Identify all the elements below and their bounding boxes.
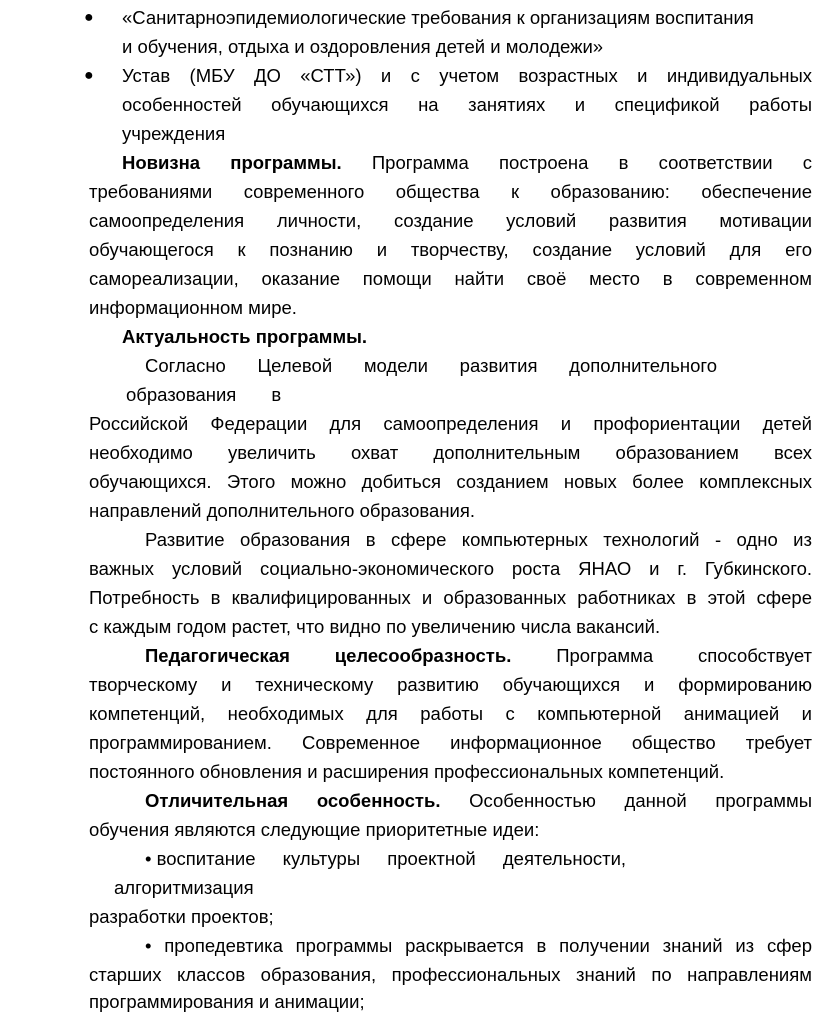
pedagogy-first-text: Программа способствует — [556, 645, 812, 666]
feature-item-marker: • — [145, 935, 152, 956]
relevance-line: Согласно Целевой модели развития дополнительного — [145, 355, 717, 376]
feature-item-marker: • — [145, 848, 152, 869]
pedagogy-heading: Педагогическая целесообразность. — [145, 645, 512, 666]
novelty-line: самореализации, оказание помощи найти своё место в современном — [89, 268, 812, 289]
pedagogy-line: творческому и техническому развитию обучающихся и формированию — [89, 674, 812, 695]
novelty-line: требованиями современного общества к образованию: обеспечение — [89, 181, 812, 202]
bullet-line: особенностей обучающихся на занятиях и спецификой работы — [122, 94, 812, 115]
novelty-line: самоопределения личности, создание условий развития мотивации — [89, 210, 812, 231]
relevance-line: важных условий социально-экономического роста ЯНАО и г. Губкинского. — [89, 558, 812, 579]
relevance-line: Потребность в квалифицированных и образованных работниках в этой сфере — [89, 587, 812, 608]
feature-item — [145, 931, 816, 960]
pedagogy-line: программированием. Современное информационное общество требует — [89, 732, 812, 753]
relevance-line: Развитие образования в сфере компьютерных технологий - одно из — [145, 529, 812, 550]
bullet-line: Устав (МБУ ДО «СТТ») и с учетом возрастных и индивидуальных — [122, 65, 812, 86]
bullet-line: и обучения, отдыха и оздоровления детей и молодежи» — [122, 36, 604, 57]
novelty-line: обучающегося к познанию и творчеству, создание условий для его — [89, 239, 812, 260]
relevance-line: направлений дополнительного образования. — [89, 500, 476, 521]
novelty-first-text: Программа построена в соответствии с — [371, 152, 812, 173]
relevance-line: обучающихся. Этого можно добиться созданием новых более комплексных — [89, 471, 812, 492]
pedagogy-line: постоянного обновления и расширения профессиональных компетенций. — [89, 761, 725, 782]
feature-item-text: воспитание культуры проектной деятельности, — [156, 848, 627, 869]
relevance-heading: Актуальность программы. — [122, 326, 368, 347]
feature-item-text: пропедевтика программы раскрывается в получении знаний из сфер — [164, 935, 812, 956]
feature-heading: Отличительная особенность. — [145, 790, 441, 811]
feature-first-line — [145, 786, 816, 815]
feature-item-line: разработки проектов; — [89, 906, 274, 927]
bullet-marker: ● — [84, 67, 94, 84]
feature-item — [145, 844, 696, 873]
novelty-heading: Новизна программы. — [122, 152, 342, 173]
relevance-line: необходимо увеличить охват дополнительным образованием всех — [89, 442, 812, 463]
novelty-line: информационном мире. — [89, 297, 297, 318]
feature-line: обучения являются следующие приоритетные идеи: — [89, 819, 540, 840]
feature-item-line: старших классов образования, профессиональных знаний по направлениям — [89, 964, 812, 985]
feature-item-line: алгоритмизация — [114, 877, 254, 898]
relevance-line: с каждым годом растет, что видно по увеличению числа вакансий. — [89, 616, 661, 637]
pedagogy-first-line — [145, 641, 816, 670]
bullet-marker: ● — [84, 9, 94, 26]
feature-first-text: Особенностью данной программы — [469, 790, 812, 811]
relevance-line: образования в — [126, 384, 282, 405]
pedagogy-line: компетенций, необходимых для работы с компьютерной анимацией и — [89, 703, 812, 724]
feature-item-line: программирования и анимации; — [89, 991, 365, 1012]
bullet-line: «Санитарноэпидемиологические требования к организациям воспитания — [122, 7, 754, 28]
relevance-line: Российской Федерации для самоопределения и профориентации детей — [89, 413, 812, 434]
bullet-line: учреждения — [122, 123, 226, 144]
novelty-first-line — [122, 148, 816, 177]
